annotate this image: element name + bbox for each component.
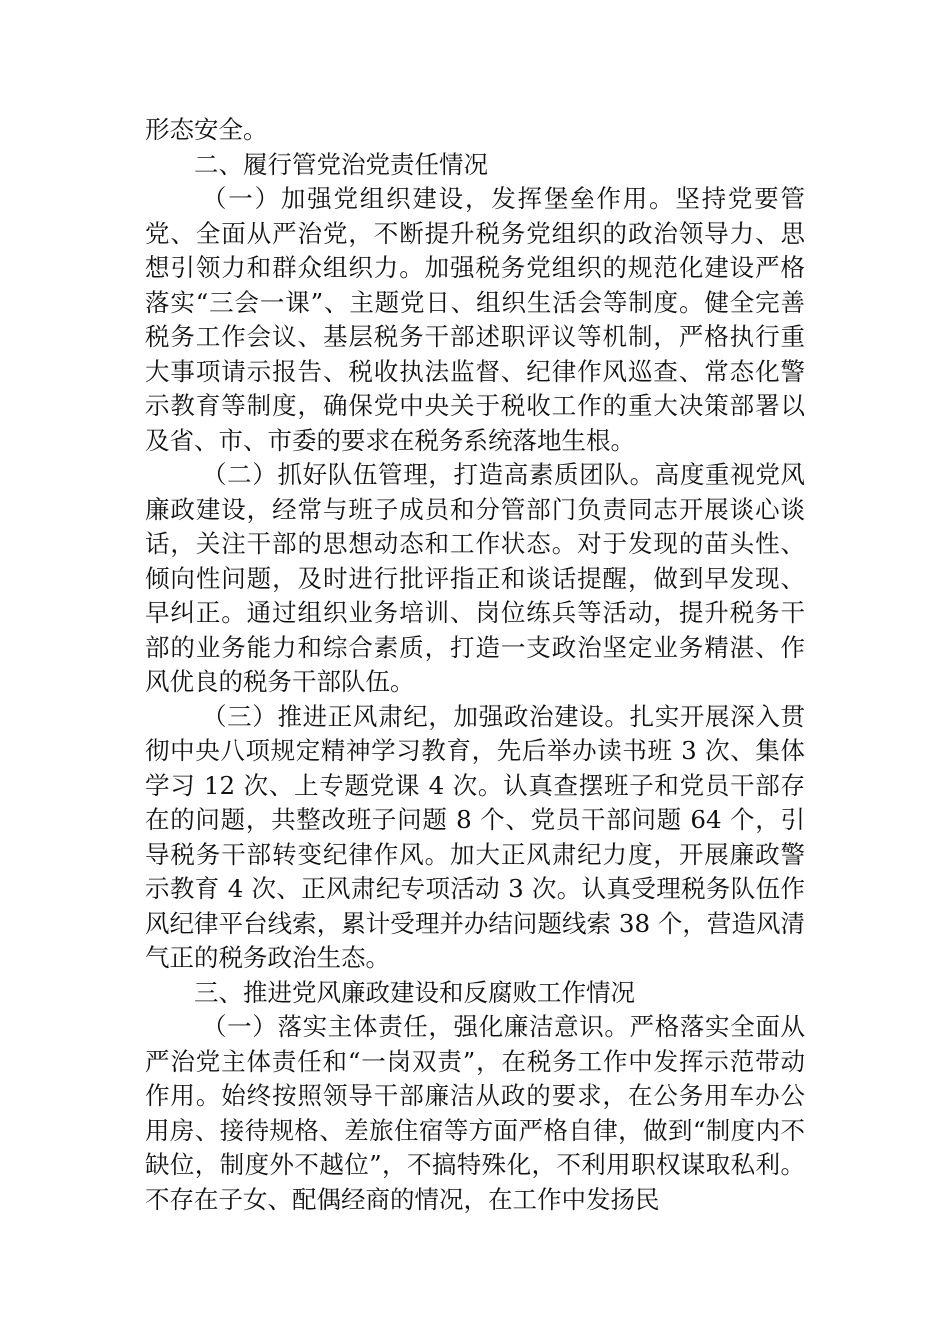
paragraph-main-responsibility: （一）落实主体责任，强化廉洁意识。严格落实全面从严治党主体责任和“一岗双责”，在税务工作中发挥示范带动作用。始终按照领导干部廉洁从政的要求，在公务用车办公用房、接待规格、差旅住宿等方面严格自律，做到“制度内不缺位，制度外不越位”，不搞特殊化，不利用职权谋取私利。不存在子女、配偶经商的情况，在工作中发扬民 bbox=[145, 1012, 805, 1214]
paragraph-continuation: 形态安全。 bbox=[145, 115, 268, 144]
section-heading-three: 三、推进党风廉政建设和反腐败工作情况 bbox=[194, 977, 635, 1007]
paragraph-discipline: （三）推进正风肃纪，加强政治建设。扎实开展深入贯彻中央八项规定精神学习教育，先后举办读书班 3 次、集体学习 12 次、上专题党课 4 次。认真查摆班子和党员干部存在的问题，共整改班子问题 8 个、党员干部问题 64 个，引导税务干部转变纪律作风。加大正风肃纪力度，开展廉政警示教育 4 次、正风肃纪专项活动 3 次。认真受理税务队伍作风纪律平台线索，累计受理并办结问题线索 38 个，营造风清气正的税务政治生态。 bbox=[145, 701, 805, 972]
document-body bbox=[145, 113, 805, 1217]
section-heading-two: 二、履行管党治党责任情况 bbox=[194, 149, 488, 179]
paragraph-party-organization: （一）加强党组织建设，发挥堡垒作用。坚持党要管党、全面从严治党，不断提升税务党组织的政治领导力、思想引领力和群众组织力。加强税务党组织的规范化建设严格落实“三会一课”、主题党日、组织生活会等制度。健全完善税务工作会议、基层税务干部述职评议等机制，严格执行重大事项请示报告、税收执法监督、纪律作风巡查、常态化警示教育等制度，确保党中央关于税收工作的重大决策部署以及省、市、市委的要求在税务系统落地生根。 bbox=[145, 184, 805, 455]
paragraph-team-management: （二）抓好队伍管理，打造高素质团队。高度重视党风廉政建设，经常与班子成员和分管部门负责同志开展谈心谈话，关注干部的思想动态和工作状态。对于发现的苗头性、倾向性问题，及时进行批评指正和谈话提醒，做到早发现、早纠正。通过组织业务培训、岗位练兵等活动，提升税务干部的业务能力和综合素质，打造一支政治坚定业务精湛、作风优良的税务干部队伍。 bbox=[145, 460, 805, 696]
